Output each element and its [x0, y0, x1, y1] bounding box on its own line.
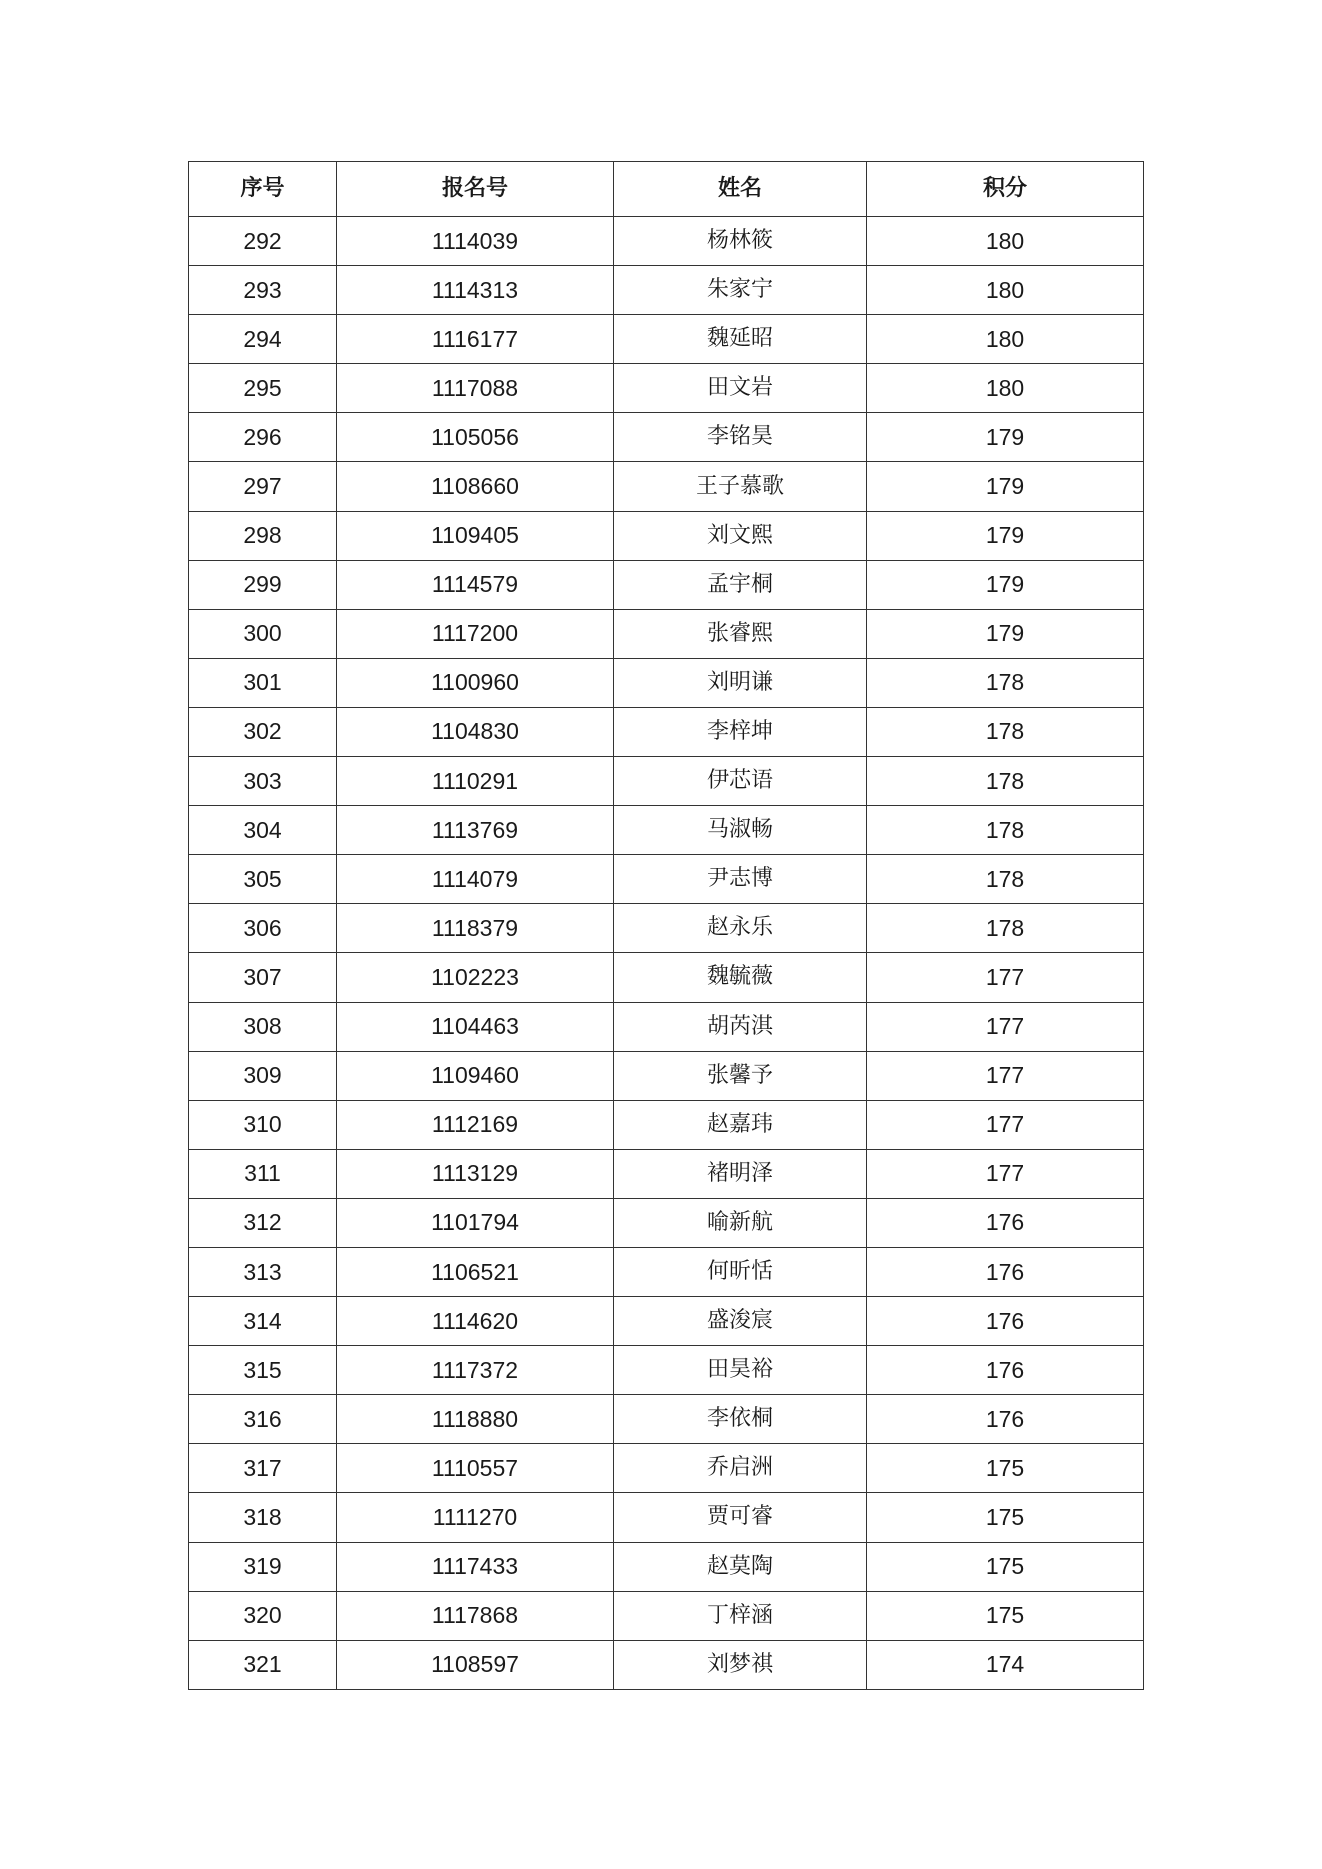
table-row: [189, 1395, 1144, 1444]
points-cell: 180: [867, 266, 1144, 315]
registration-number-cell: 1114039: [337, 217, 614, 266]
table-header-row: [189, 162, 1144, 217]
points-cell: 177: [867, 1051, 1144, 1100]
points-cell: 178: [867, 707, 1144, 756]
name-cell: 赵莫陶: [614, 1542, 867, 1591]
points-cell: 177: [867, 953, 1144, 1002]
registration-number-cell: 1118880: [337, 1395, 614, 1444]
name-cell: 魏延昭: [614, 315, 867, 364]
table-row: [189, 1640, 1144, 1689]
serial-number-cell: 307: [189, 953, 337, 1002]
points-cell: 180: [867, 315, 1144, 364]
points-cell: 176: [867, 1297, 1144, 1346]
points-cell: 176: [867, 1346, 1144, 1395]
table-row: [189, 462, 1144, 511]
name-cell: 马淑畅: [614, 806, 867, 855]
registration-number-cell: 1114313: [337, 266, 614, 315]
table-row: [189, 1149, 1144, 1198]
table-body: [189, 217, 1144, 1690]
points-cell: 176: [867, 1198, 1144, 1247]
registration-number-cell: 1109460: [337, 1051, 614, 1100]
points-cell: 175: [867, 1542, 1144, 1591]
registration-number-cell: 1118379: [337, 904, 614, 953]
serial-number-cell: 319: [189, 1542, 337, 1591]
header-points: 积分: [867, 162, 1144, 217]
name-cell: 贾可睿: [614, 1493, 867, 1542]
points-cell: 180: [867, 364, 1144, 413]
serial-number-cell: 294: [189, 315, 337, 364]
points-cell: 175: [867, 1591, 1144, 1640]
points-cell: 178: [867, 855, 1144, 904]
points-cell: 176: [867, 1395, 1144, 1444]
serial-number-cell: 301: [189, 658, 337, 707]
registration-number-cell: 1100960: [337, 658, 614, 707]
name-cell: 丁梓涵: [614, 1591, 867, 1640]
registration-number-cell: 1114079: [337, 855, 614, 904]
points-cell: 179: [867, 609, 1144, 658]
serial-number-cell: 304: [189, 806, 337, 855]
serial-number-cell: 310: [189, 1100, 337, 1149]
serial-number-cell: 303: [189, 757, 337, 806]
registration-number-cell: 1114579: [337, 560, 614, 609]
table-row: [189, 364, 1144, 413]
registration-number-cell: 1117088: [337, 364, 614, 413]
serial-number-cell: 296: [189, 413, 337, 462]
name-cell: 王子慕歌: [614, 462, 867, 511]
serial-number-cell: 317: [189, 1444, 337, 1493]
points-cell: 177: [867, 1002, 1144, 1051]
registration-number-cell: 1113129: [337, 1149, 614, 1198]
table-row: [189, 855, 1144, 904]
points-cell: 177: [867, 1149, 1144, 1198]
registration-number-cell: 1117200: [337, 609, 614, 658]
serial-number-cell: 302: [189, 707, 337, 756]
name-cell: 杨林筱: [614, 217, 867, 266]
points-cell: 178: [867, 806, 1144, 855]
table-row: [189, 707, 1144, 756]
serial-number-cell: 300: [189, 609, 337, 658]
points-cell: 178: [867, 658, 1144, 707]
name-cell: 田昊裕: [614, 1346, 867, 1395]
points-cell: 176: [867, 1247, 1144, 1296]
serial-number-cell: 292: [189, 217, 337, 266]
name-cell: 赵嘉玮: [614, 1100, 867, 1149]
points-cell: 177: [867, 1100, 1144, 1149]
registration-number-cell: 1101794: [337, 1198, 614, 1247]
registration-number-cell: 1117868: [337, 1591, 614, 1640]
document-page: [188, 161, 1143, 1690]
points-cell: 178: [867, 757, 1144, 806]
table-row: [189, 266, 1144, 315]
serial-number-cell: 318: [189, 1493, 337, 1542]
registration-number-cell: 1108597: [337, 1640, 614, 1689]
registration-number-cell: 1106521: [337, 1247, 614, 1296]
registration-number-cell: 1105056: [337, 413, 614, 462]
table-row: [189, 953, 1144, 1002]
serial-number-cell: 305: [189, 855, 337, 904]
serial-number-cell: 298: [189, 511, 337, 560]
table-row: [189, 1198, 1144, 1247]
table-row: [189, 1100, 1144, 1149]
table-row: [189, 757, 1144, 806]
table-row: [189, 315, 1144, 364]
table-row: [189, 904, 1144, 953]
table-row: [189, 1051, 1144, 1100]
table-row: [189, 560, 1144, 609]
name-cell: 赵永乐: [614, 904, 867, 953]
registration-number-cell: 1116177: [337, 315, 614, 364]
name-cell: 刘梦祺: [614, 1640, 867, 1689]
registration-number-cell: 1117433: [337, 1542, 614, 1591]
points-cell: 174: [867, 1640, 1144, 1689]
serial-number-cell: 299: [189, 560, 337, 609]
header-name: 姓名: [614, 162, 867, 217]
registration-number-cell: 1109405: [337, 511, 614, 560]
table-row: [189, 1591, 1144, 1640]
table-row: [189, 217, 1144, 266]
name-cell: 朱家宁: [614, 266, 867, 315]
serial-number-cell: 313: [189, 1247, 337, 1296]
table-row: [189, 1247, 1144, 1296]
table-row: [189, 609, 1144, 658]
table-row: [189, 1297, 1144, 1346]
name-cell: 张睿熙: [614, 609, 867, 658]
registration-number-cell: 1108660: [337, 462, 614, 511]
name-cell: 李依桐: [614, 1395, 867, 1444]
name-cell: 张馨予: [614, 1051, 867, 1100]
serial-number-cell: 311: [189, 1149, 337, 1198]
table-row: [189, 413, 1144, 462]
name-cell: 孟宇桐: [614, 560, 867, 609]
serial-number-cell: 309: [189, 1051, 337, 1100]
points-cell: 179: [867, 462, 1144, 511]
name-cell: 何昕恬: [614, 1247, 867, 1296]
points-cell: 179: [867, 511, 1144, 560]
registration-number-cell: 1113769: [337, 806, 614, 855]
serial-number-cell: 321: [189, 1640, 337, 1689]
registration-number-cell: 1112169: [337, 1100, 614, 1149]
serial-number-cell: 308: [189, 1002, 337, 1051]
roster-table: [188, 161, 1144, 1690]
name-cell: 褚明泽: [614, 1149, 867, 1198]
serial-number-cell: 295: [189, 364, 337, 413]
serial-number-cell: 312: [189, 1198, 337, 1247]
table-row: [189, 1542, 1144, 1591]
name-cell: 胡芮淇: [614, 1002, 867, 1051]
name-cell: 李铭昊: [614, 413, 867, 462]
name-cell: 田文岩: [614, 364, 867, 413]
table-row: [189, 806, 1144, 855]
registration-number-cell: 1104463: [337, 1002, 614, 1051]
points-cell: 175: [867, 1493, 1144, 1542]
name-cell: 乔启洲: [614, 1444, 867, 1493]
serial-number-cell: 297: [189, 462, 337, 511]
serial-number-cell: 306: [189, 904, 337, 953]
header-registration-number: 报名号: [337, 162, 614, 217]
name-cell: 尹志博: [614, 855, 867, 904]
name-cell: 魏毓薇: [614, 953, 867, 1002]
table-row: [189, 1493, 1144, 1542]
points-cell: 180: [867, 217, 1144, 266]
registration-number-cell: 1110557: [337, 1444, 614, 1493]
points-cell: 178: [867, 904, 1144, 953]
table-row: [189, 511, 1144, 560]
serial-number-cell: 314: [189, 1297, 337, 1346]
points-cell: 179: [867, 413, 1144, 462]
name-cell: 刘文熙: [614, 511, 867, 560]
serial-number-cell: 320: [189, 1591, 337, 1640]
name-cell: 刘明谦: [614, 658, 867, 707]
name-cell: 李梓坤: [614, 707, 867, 756]
name-cell: 喻新航: [614, 1198, 867, 1247]
serial-number-cell: 315: [189, 1346, 337, 1395]
serial-number-cell: 316: [189, 1395, 337, 1444]
name-cell: 伊芯语: [614, 757, 867, 806]
name-cell: 盛浚宸: [614, 1297, 867, 1346]
table-row: [189, 658, 1144, 707]
registration-number-cell: 1102223: [337, 953, 614, 1002]
points-cell: 179: [867, 560, 1144, 609]
table-row: [189, 1002, 1144, 1051]
registration-number-cell: 1104830: [337, 707, 614, 756]
registration-number-cell: 1111270: [337, 1493, 614, 1542]
serial-number-cell: 293: [189, 266, 337, 315]
table-row: [189, 1444, 1144, 1493]
registration-number-cell: 1110291: [337, 757, 614, 806]
table-row: [189, 1346, 1144, 1395]
registration-number-cell: 1114620: [337, 1297, 614, 1346]
points-cell: 175: [867, 1444, 1144, 1493]
header-serial-number: 序号: [189, 162, 337, 217]
registration-number-cell: 1117372: [337, 1346, 614, 1395]
